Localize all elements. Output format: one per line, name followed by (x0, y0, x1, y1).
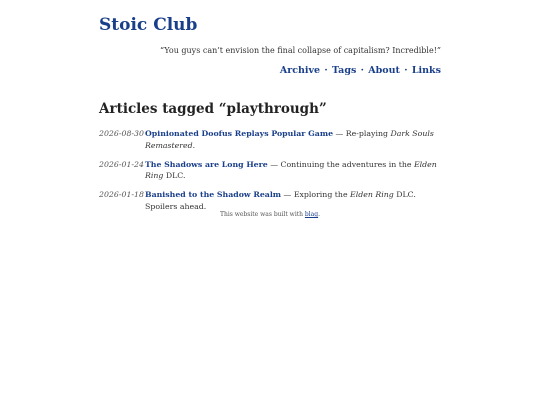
article-title-link[interactable]: Banished to the Shadow Realm (145, 190, 282, 199)
site-footer (0, 211, 540, 218)
footer-blag-link[interactable]: blag (304, 211, 319, 218)
article-body (145, 159, 444, 182)
nav-separator: · (404, 65, 408, 76)
article-desc-post: DLC. (163, 171, 186, 180)
article-title-link[interactable]: The Shadows are Long Here (145, 159, 268, 169)
article-desc-pre: — Re-playing (333, 129, 391, 138)
nav-link-tags[interactable]: Tags (332, 65, 357, 76)
article-desc-game: Elden Ring (145, 159, 437, 180)
nav-link-archive[interactable]: Archive (279, 65, 321, 76)
article-desc-game: Dark Souls Remastered (145, 129, 434, 150)
article-list (99, 128, 444, 220)
main-nav (280, 65, 441, 76)
nav-separator: · (324, 65, 328, 76)
article-date: 2026-01-18 (99, 190, 144, 199)
article-desc-pre: — Exploring the (281, 190, 351, 199)
nav-link-about[interactable]: About (368, 65, 400, 76)
article-item (99, 159, 444, 182)
article-date: 2026-01-24 (99, 159, 144, 169)
article-desc-game: Elden Ring (350, 190, 394, 199)
article-desc-post: DLC. Spoilers ahead. (145, 190, 416, 211)
article-desc-pre: — Continuing the adventures in the (267, 159, 414, 169)
footer-suffix: . (318, 211, 321, 218)
article-desc-post: . (192, 140, 196, 150)
footer-text: This website was built with (219, 211, 305, 218)
site-tagline: “You guys can’t envision the final collapse of capitalism? Incredible!” (159, 46, 441, 55)
nav-link-links[interactable]: Links (411, 65, 441, 76)
article-title-link[interactable]: Opinionated Doofus Replays Popular Game (145, 129, 334, 138)
nav-separator: · (360, 65, 364, 76)
article-body (145, 128, 444, 151)
article-item (99, 189, 444, 212)
article-body (145, 189, 444, 212)
page-heading: Articles tagged “playthrough” (99, 101, 327, 117)
site-title-link[interactable]: Stoic Club (99, 15, 198, 35)
article-date: 2026-08-30 (99, 129, 144, 138)
article-item (99, 128, 444, 151)
